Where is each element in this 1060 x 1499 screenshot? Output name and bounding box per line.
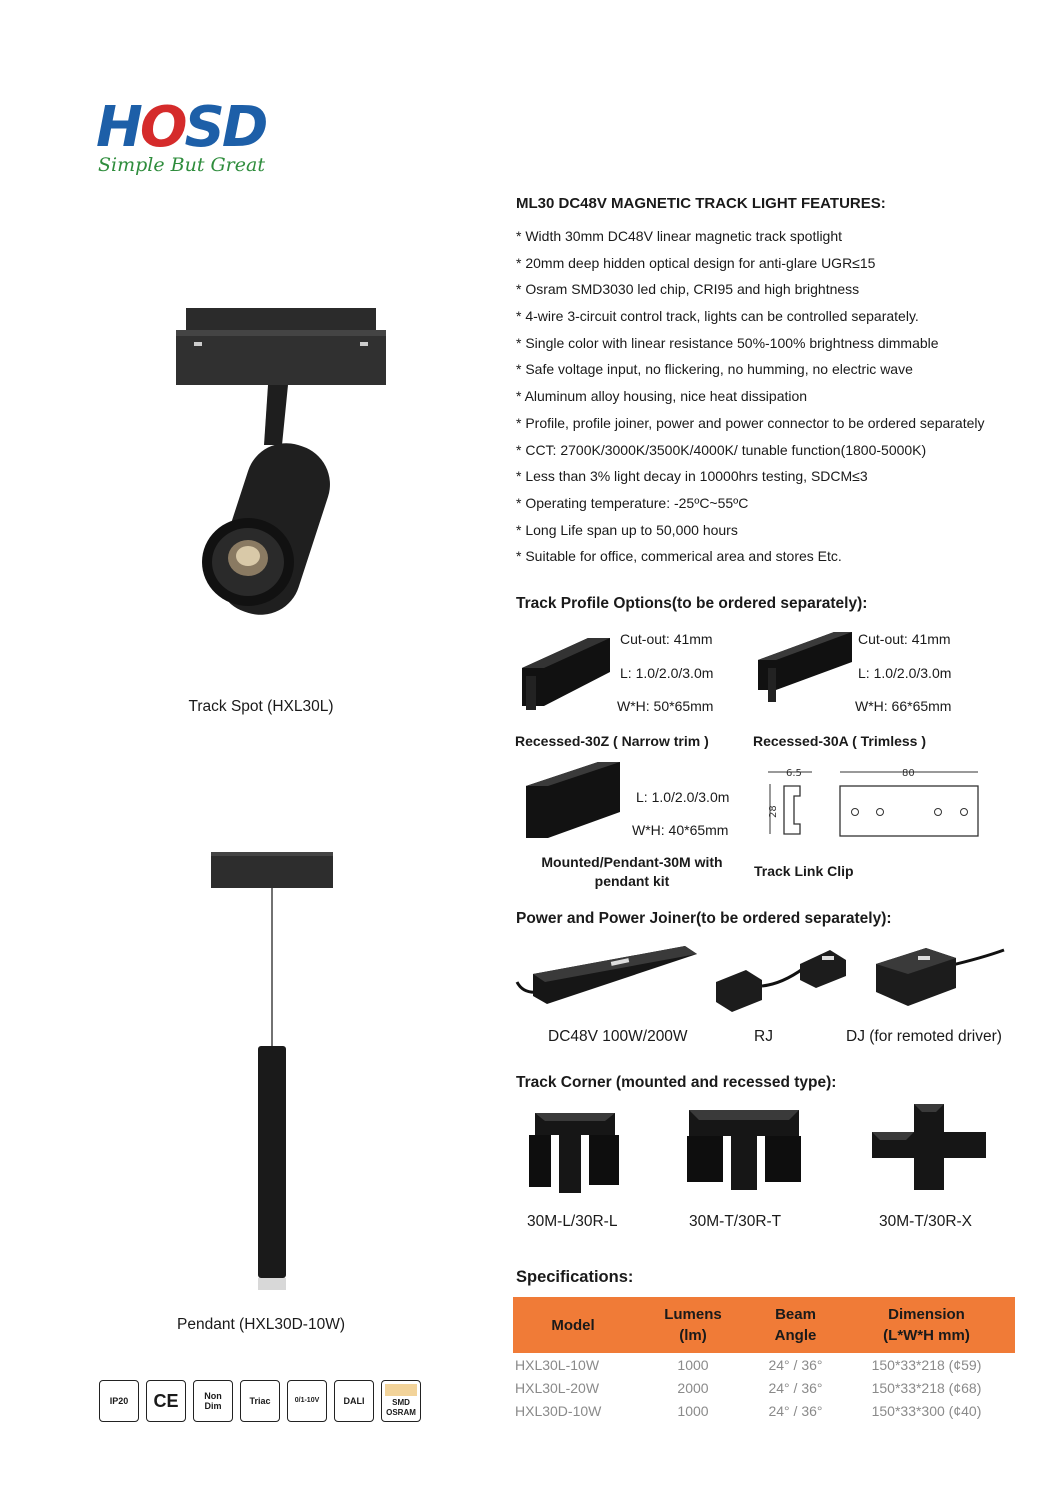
header-beam: Beam Angle (753, 1297, 838, 1353)
cell-model: HXL30D-10W (515, 1402, 602, 1419)
feature-item: * Operating temperature: -25ºC~55ºC (516, 494, 749, 511)
r30z-cutout: Cut-out: 41mm (620, 631, 713, 647)
power-item-rj: RJ (754, 1028, 773, 1045)
logo-letters-sd: SD (184, 95, 266, 160)
cell-lumens: 2000 (677, 1379, 709, 1396)
corner-x-image (870, 1102, 988, 1194)
track-spot-caption: Track Spot (HXL30L) (188, 698, 334, 715)
cell-model: HXL30L-10W (515, 1356, 600, 1373)
feature-item: * CCT: 2700K/3000K/3500K/4000K/ tunable function(1800-5000K) (516, 441, 927, 458)
table-row (513, 1376, 1015, 1399)
ce-badge: CE (146, 1380, 186, 1422)
feature-item: * Suitable for office, commerical area and stores Etc. (516, 548, 842, 565)
m30m-wh: W*H: 40*65mm (632, 822, 729, 838)
triac-badge: Triac (240, 1380, 280, 1422)
cell-beam: 24° / 36° (768, 1379, 823, 1396)
specs-header-row (513, 1297, 1015, 1353)
feature-item: * Aluminum alloy housing, nice heat dissipation (516, 388, 808, 405)
feature-item: * Less than 3% light decay in 10000hrs testing, SDCM≤3 (516, 468, 868, 485)
power-dc48v-image (515, 942, 700, 1012)
r30a-name: Recessed-30A ( Trimless ) (753, 733, 927, 749)
corner-item-t: 30M-T/30R-T (689, 1213, 782, 1230)
feature-item: * Safe voltage input, no flickering, no humming, no electric wave (516, 361, 913, 378)
power-item-dc48v: DC48V 100W/200W (548, 1028, 688, 1045)
r30a-wh: W*H: 66*65mm (855, 698, 952, 714)
feature-item: * 20mm deep hidden optical design for anti-glare UGR≤15 (516, 254, 876, 271)
cell-beam: 24° / 36° (768, 1402, 823, 1419)
corner-item-l: 30M-L/30R-L (527, 1213, 618, 1230)
track-link-clip-name: Track Link Clip (754, 863, 854, 879)
table-row (513, 1353, 1015, 1376)
smd-osram-badge: SMD OSRAM (381, 1380, 421, 1422)
cell-lumens: 1000 (677, 1356, 709, 1373)
cell-dimension: 150*33*218 (¢68) (871, 1379, 982, 1396)
pendant-caption: Pendant (HXL30D-10W) (177, 1316, 345, 1333)
track-profile-title: Track Profile Options(to be ordered separately): (516, 595, 868, 612)
feature-item: * Single color with linear resistance 50%-100% brightness dimmable (516, 334, 939, 351)
mounted-30m-image (522, 760, 622, 846)
corner-title: Track Corner (mounted and recessed type): (516, 1074, 837, 1091)
power-dj-image (872, 940, 1012, 1012)
feature-item: * 4-wire 3-circuit control track, lights can be controlled separately. (516, 308, 919, 325)
non-dim-badge: Non Dim (193, 1380, 233, 1422)
cell-beam: 24° / 36° (768, 1356, 823, 1373)
logo-letter-o: O (139, 95, 185, 160)
r30a-length: L: 1.0/2.0/3.0m (858, 665, 952, 681)
chip-icon (385, 1384, 417, 1396)
corner-item-x: 30M-T/30R-X (879, 1213, 973, 1230)
clip-dim-a: 6.5 (786, 768, 802, 779)
feature-item: * Width 30mm DC48V linear magnetic track spotlight (516, 228, 843, 244)
brand-logo (96, 95, 266, 180)
logo-tagline: Simple But Great (98, 154, 265, 176)
power-title: Power and Power Joiner(to be ordered separately): (516, 910, 892, 927)
ip20-badge: IP20 (99, 1380, 139, 1422)
cell-dimension: 150*33*218 (¢59) (871, 1356, 982, 1373)
r30z-length: L: 1.0/2.0/3.0m (620, 665, 714, 681)
specs-title: Specifications: (516, 1268, 634, 1286)
dimming-0-10v-badge: 0/1-10V (287, 1380, 327, 1422)
header-lumens: Lumens (lm) (633, 1297, 753, 1353)
dali-badge: DALI (334, 1380, 374, 1422)
specs-table (513, 1297, 1015, 1422)
m30m-length: L: 1.0/2.0/3.0m (636, 789, 730, 805)
power-rj-image (712, 942, 852, 1016)
corner-t-image (685, 1102, 803, 1194)
m30m-name: Mounted/Pendant-30M with pendant kit (541, 854, 723, 889)
recessed-30a-image (756, 628, 854, 708)
recessed-30z-image (518, 632, 612, 714)
table-row (513, 1399, 1015, 1422)
r30a-cutout: Cut-out: 41mm (858, 631, 951, 647)
cell-dimension: 150*33*300 (¢40) (871, 1402, 982, 1419)
track-link-clip-diagram (760, 762, 988, 842)
cell-lumens: 1000 (677, 1402, 709, 1419)
logo-wordmark (96, 95, 266, 160)
header-dimension: Dimension (L*W*H mm) (838, 1297, 1015, 1353)
feature-item: * Osram SMD3030 led chip, CRI95 and high brightness (516, 281, 860, 298)
power-item-dj: DJ (for remoted driver) (846, 1028, 1002, 1045)
certification-badges (99, 1380, 421, 1422)
features-list (516, 226, 1036, 573)
corner-l-image (525, 1105, 629, 1199)
track-spot-image (170, 300, 410, 640)
features-title: ML30 DC48V MAGNETIC TRACK LIGHT FEATURES: (516, 195, 886, 212)
r30z-wh: W*H: 50*65mm (617, 698, 714, 714)
header-model: Model (513, 1297, 633, 1353)
r30z-name: Recessed-30Z ( Narrow trim ) (515, 733, 709, 749)
cell-model: HXL30L-20W (515, 1379, 600, 1396)
clip-dim-h: 28 (768, 805, 779, 818)
feature-item: * Long Life span up to 50,000 hours (516, 521, 738, 538)
pendant-image (205, 848, 340, 1298)
clip-dim-w: 80 (902, 768, 915, 779)
logo-letter-h: H (96, 95, 140, 160)
feature-item: * Profile, profile joiner, power and power connector to be ordered separately (516, 414, 985, 431)
